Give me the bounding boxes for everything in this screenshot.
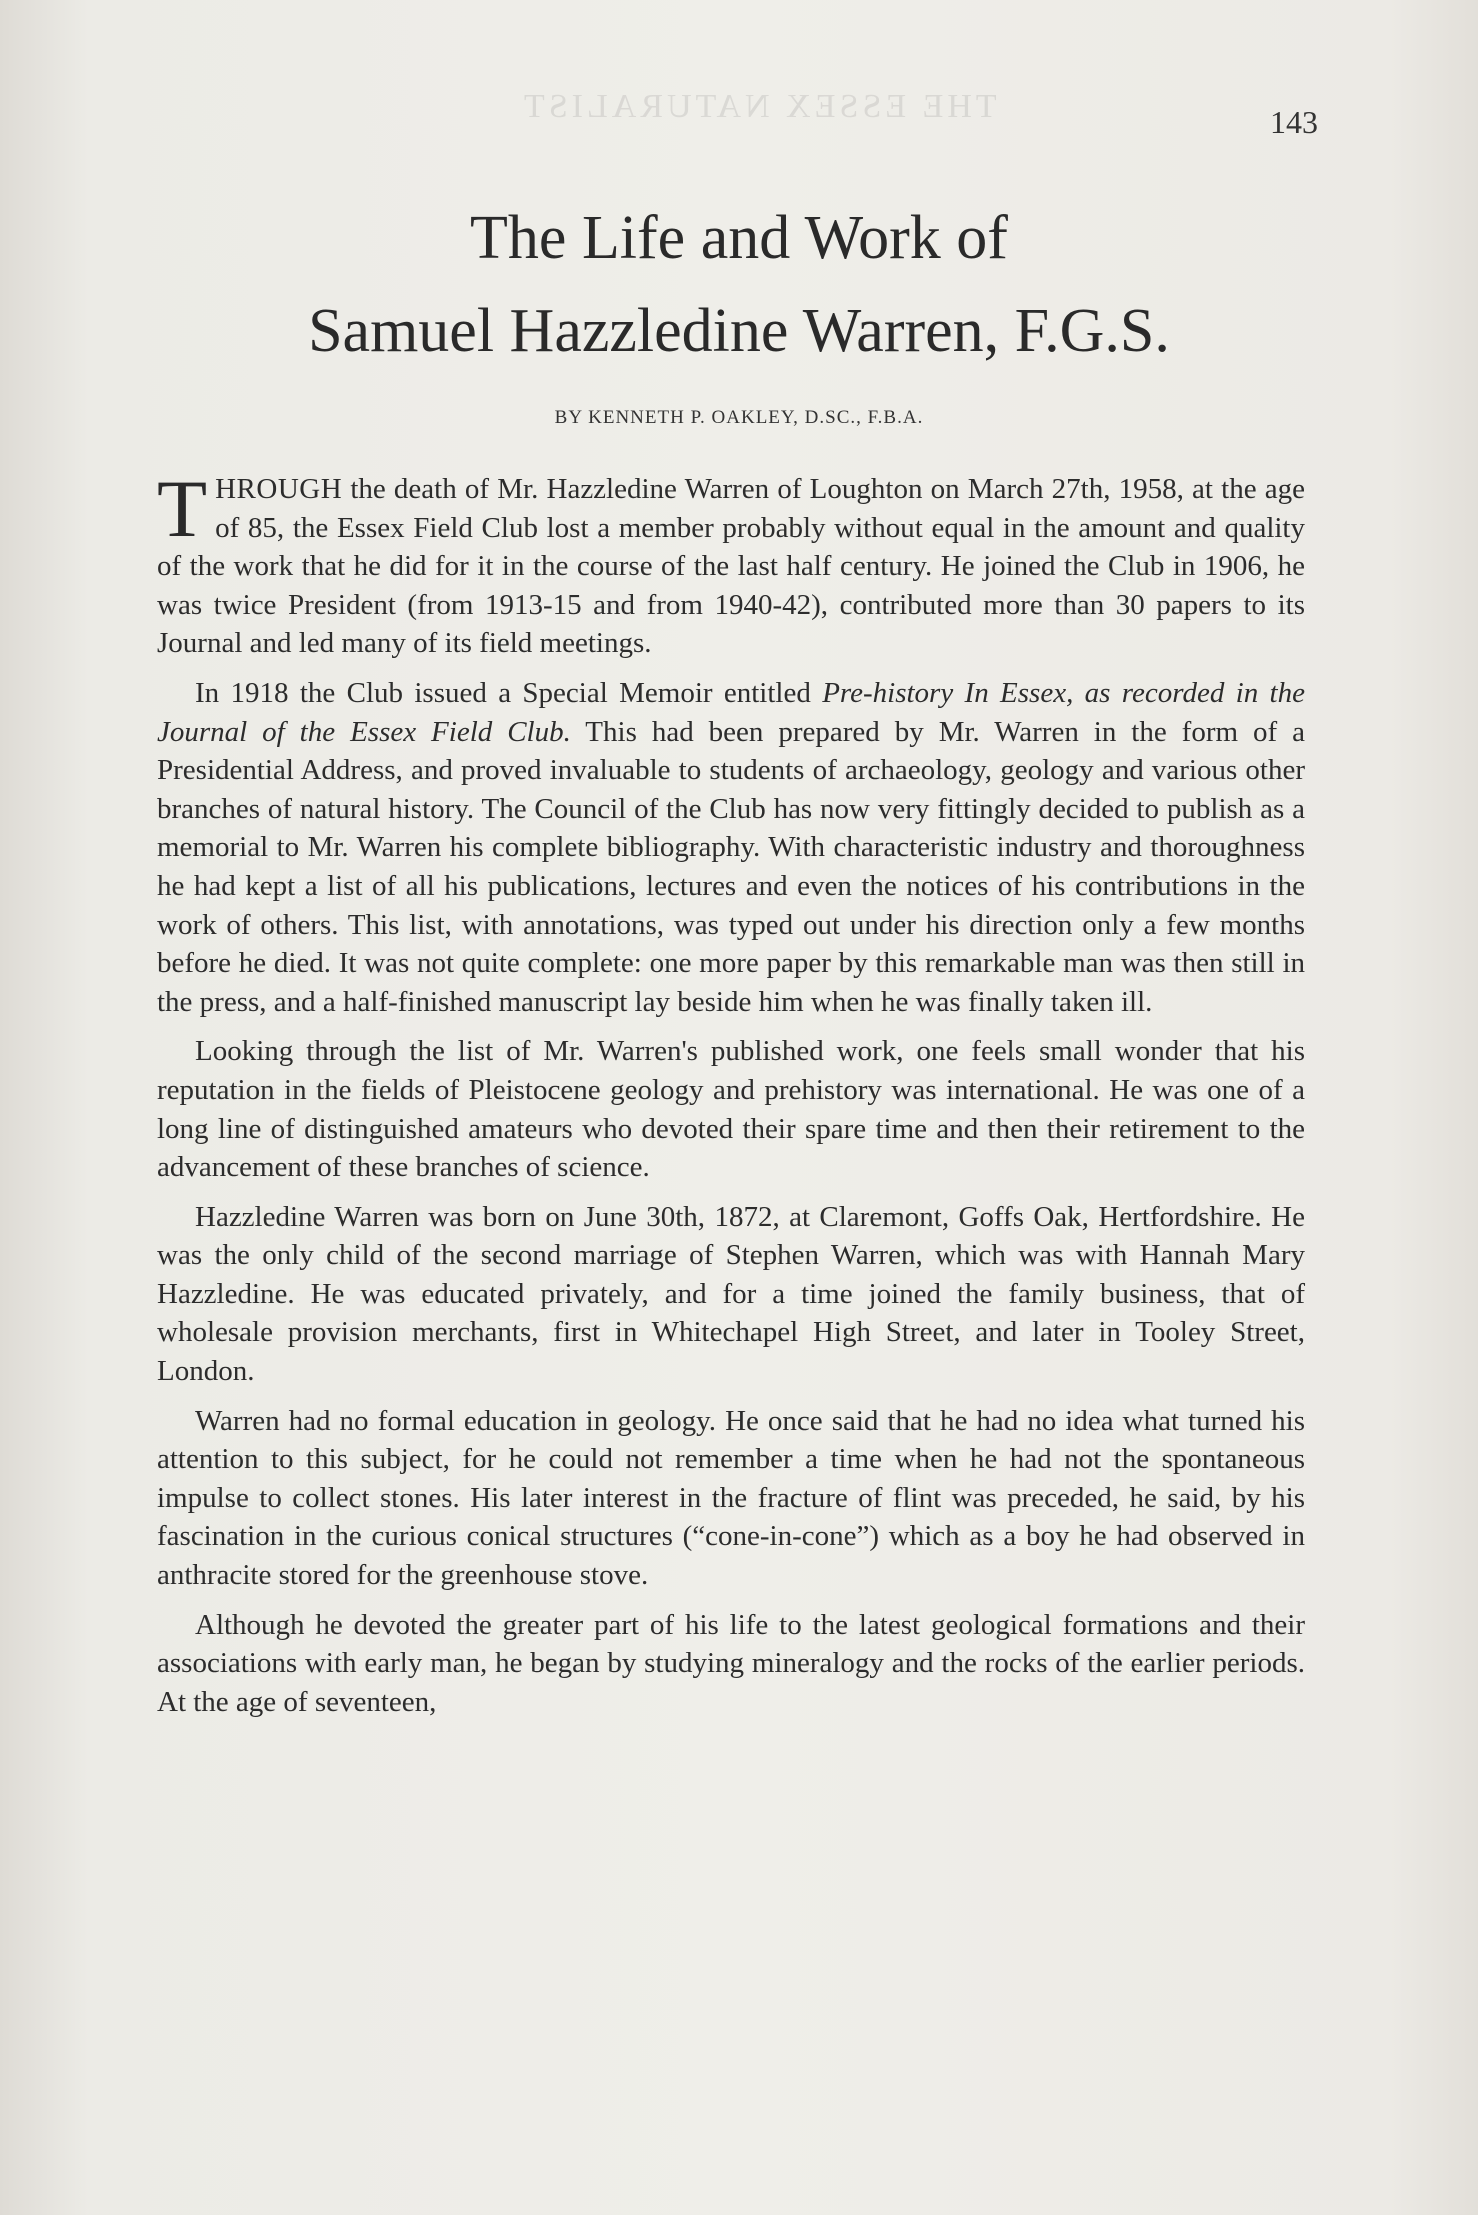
paragraph-4: Hazzledine Warren was born on June 30th, 1872, at Claremont, Goffs Oak, Hertfordshire. He was the only child of the second marriage of Stephen Warren, which was with Hannah Mary Hazzledine. He was educated privately, and for a time joined the family business, that of wholesale provision merchants, first in Whitechapel High Street, and later in Tooley Street, London.: [157, 1200, 1305, 1388]
paragraph-3: Looking through the list of Mr. Warren's published work, one feels small wonder that his reputation in the fields of Pleistocene geology and prehistory was international. He was one of a long line of distinguished amateurs who devoted their spare time and then their retirement to the advancement of these branches of science.: [157, 1035, 1305, 1184]
article-title: [0, 192, 1478, 378]
paragraph-5: Warren had no formal education in geology. He once said that he had no idea what turned his attention to this subject, for he could not remember a time when he had not the spontaneous impulse to collect stones. His later interest in the fracture of flint was preceded, he said, by his fascination in the curious conical structures (“cone-in-cone”) which as a boy he had observed in anthracite stored for the greenhouse stove.: [157, 1404, 1305, 1592]
paragraph-1-text: the death of Mr. Hazzledine Warren of Loughton on March 27th, 1958, at the age of 85, the Essex Field Club lost a member probably without equal in the amount and quality of the work that he did for it in the course of the last half century. He joined the Club in 1906, he was twice President (from 1913-15 and from 1940-42), contributed more than 30 papers to its Journal and led many of its field meetings.: [157, 473, 1305, 660]
title-line-2: Samuel Hazzledine Warren, F.G.S.: [308, 297, 1170, 365]
title-line-1: The Life and Work of: [470, 204, 1008, 272]
opening-small-caps: HROUGH: [215, 473, 343, 505]
paragraph-1: [157, 463, 1305, 663]
show-through-header: THE ESSEX NATURALIST: [520, 88, 997, 125]
author-byline: BY KENNETH P. OAKLEY, D.SC., F.B.A.: [554, 407, 924, 428]
paragraph-2-before: In 1918 the Club issued a Special Memoir entitled: [195, 676, 823, 709]
article-body: [157, 463, 1305, 1732]
drop-cap: T: [157, 463, 208, 554]
paragraph-2-after: This had been prepared by Mr. Warren in the form of a Presidential Address, and proved invaluable to students of archaeology, geology and various other branches of natural history. The Council of the Club has now very fittingly decided to publish as a memorial to Mr. Warren his complete bibliography. With characteristic industry and thoroughness he had kept a list of all his publications, lectures and even the notices of his contributions in the work of others. This list, with annotations, was typed out under his direction only a few months before he died. It was not quite complete: one more paper by this remarkable man was then still in the press, and a half-finished manuscript lay beside him when he was finally taken ill.: [157, 715, 1305, 1018]
paragraph-6: Although he devoted the greater part of his life to the latest geological formations and their associations with early man, he began by studying mineralogy and the rocks of the earlier periods. At the age of seventeen,: [157, 1608, 1305, 1718]
page-number: 143: [1270, 104, 1318, 140]
memoir-title: Pre-history In Essex, as recorded in the Journal of the Essex Field Club.: [157, 676, 1305, 748]
paragraph-2: [157, 674, 1305, 1021]
